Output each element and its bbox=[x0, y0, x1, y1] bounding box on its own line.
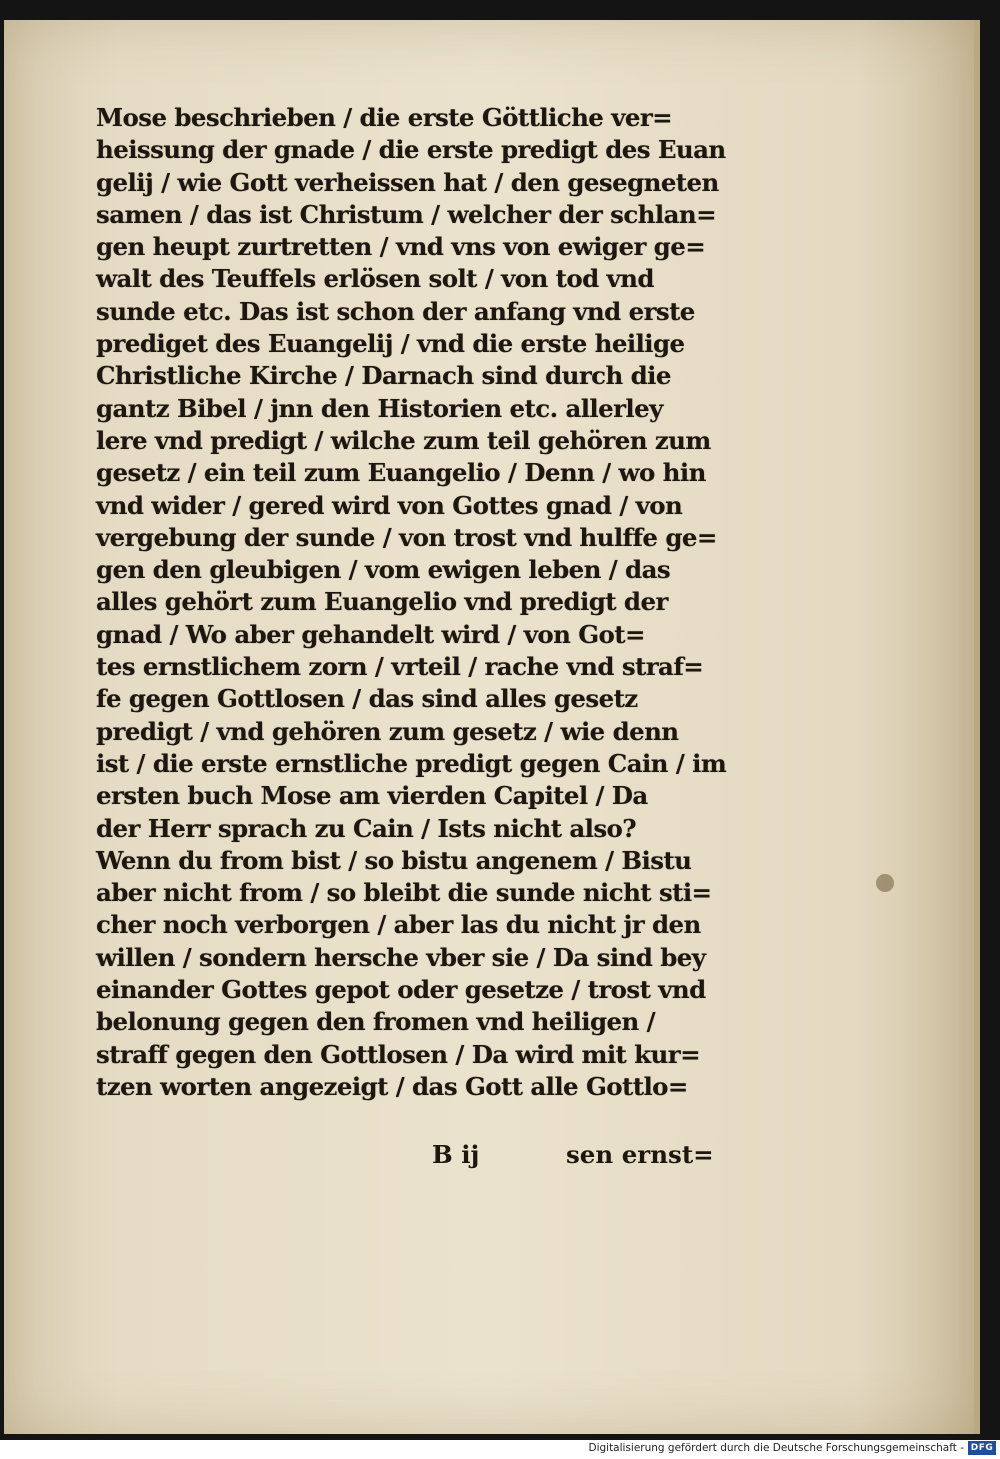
text-line: willen / sondern hersche vber sie / Da sind bey bbox=[96, 942, 706, 972]
text-line: ersten buch Mose am vierden Capitel / Da bbox=[96, 781, 648, 811]
text-line: gen den gleubigen / vom ewigen leben / das bbox=[96, 555, 671, 585]
text-line: lere vnd predigt / wilche zum teil gehören zum bbox=[96, 425, 711, 455]
text-line: tzen worten angezeigt / das Gott alle Gottlo= bbox=[96, 1071, 688, 1101]
text-line: Christliche Kirche / Darnach sind durch die bbox=[96, 361, 671, 391]
text-line: Wenn du from bist / so bistu angenem / Bistu bbox=[96, 845, 692, 875]
text-line: straff gegen den Gottlosen / Da wird mit kur= bbox=[96, 1039, 701, 1069]
text-line: vergebung der sunde / von trost vnd hulffe ge= bbox=[96, 522, 717, 552]
text-line: gnad / Wo aber gehandelt wird / von Got= bbox=[96, 619, 645, 649]
page-text-block bbox=[96, 102, 727, 1103]
text-line: gelij / wie Gott verheissen hat / den gesegneten bbox=[96, 167, 719, 197]
text-line: fe gegen Gottlosen / das sind alles gesetz bbox=[96, 684, 638, 714]
text-line: walt des Teuffels erlösen solt / von tod vnd bbox=[96, 264, 654, 294]
text-line: samen / das ist Christum / welcher der schlan= bbox=[96, 199, 716, 229]
text-line: aber nicht from / so bleibt die sunde nicht sti= bbox=[96, 878, 712, 908]
text-line: alles gehört zum Euangelio vnd predigt der bbox=[96, 587, 668, 617]
text-line: ist / die erste ernstliche predigt gegen Cain / im bbox=[96, 748, 727, 778]
text-line: gantz Bibel / jnn den Historien etc. allerley bbox=[96, 393, 663, 423]
paper-stain bbox=[876, 874, 894, 892]
text-line: cher noch verborgen / aber las du nicht jr den bbox=[96, 910, 701, 940]
text-line: belonung gegen den fromen vnd heiligen / bbox=[96, 1007, 655, 1037]
text-line: einander Gottes gepot oder gesetze / trost vnd bbox=[96, 975, 706, 1005]
text-line: Mose beschrieben / die erste Göttliche ver= bbox=[96, 103, 673, 132]
text-line: tes ernstlichem zorn / vrteil / rache vnd straf= bbox=[96, 652, 704, 682]
text-line: gen heupt zurtretten / vnd vns von ewiger ge= bbox=[96, 232, 706, 262]
signature-mark: B ij bbox=[432, 1140, 480, 1169]
catchword: sen ernst= bbox=[566, 1140, 714, 1169]
digitization-credit: Digitalisierung gefördert durch die Deutsche Forschungsgemeinschaft - bbox=[588, 1442, 964, 1454]
text-line: predigt / vnd gehören zum gesetz / wie denn bbox=[96, 716, 679, 746]
text-line: vnd wider / gered wird von Gottes gnad / von bbox=[96, 490, 683, 520]
text-line: der Herr sprach zu Cain / Ists nicht also? bbox=[96, 813, 637, 843]
text-line: gesetz / ein teil zum Euangelio / Denn / wo hin bbox=[96, 458, 706, 488]
text-line: sunde etc. Das ist schon der anfang vnd erste bbox=[96, 296, 695, 326]
dfg-logo: DFG bbox=[968, 1441, 996, 1455]
text-line: heissung der gnade / die erste predigt des Euan bbox=[96, 135, 726, 165]
text-line: prediget des Euangelij / vnd die erste heilige bbox=[96, 329, 685, 359]
